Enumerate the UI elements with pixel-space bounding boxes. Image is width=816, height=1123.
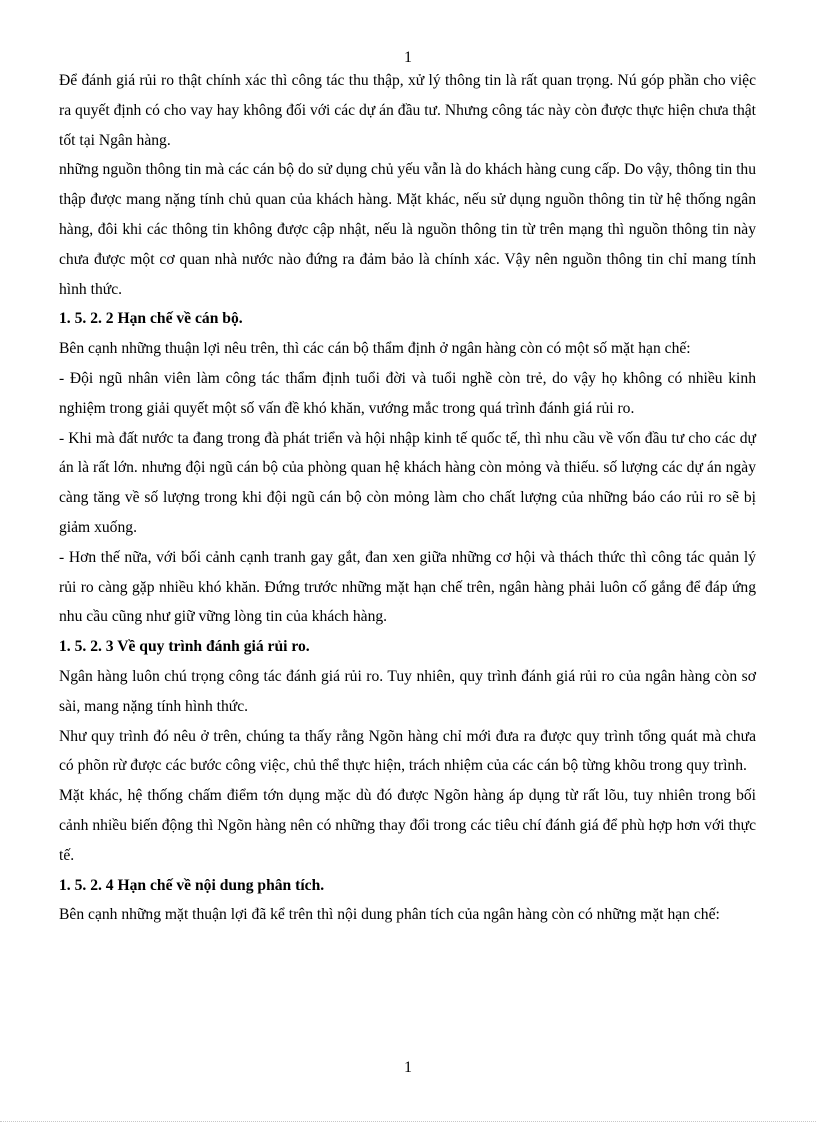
page-number-bottom: 1 bbox=[404, 1059, 412, 1076]
paragraph-information-collection: Để đánh giá rủi ro thật chính xác thì công tác thu thập, xử lý thông tin là rất quan trọng. Nú góp phần cho việc ra quyết định có cho vay hay không đối với các dự án đầu tư. Nhưng công tác này còn được thực hiện chưa thật tốt tại Ngân hàng. bbox=[59, 72, 756, 149]
bullet-young-staff: - Đội ngũ nhân viên làm công tác thẩm định tuổi đời và tuổi nghề còn trẻ, do vậy họ không có nhiều kinh nghiệm trong giải quyết một số vấn đề khó khăn, vướng mắc trong quá trình đánh giá rủi ro. bbox=[59, 369, 756, 417]
paragraph-process-intro: Ngân hàng luôn chú trọng công tác đánh giá rủi ro. Tuy nhiên, quy trình đánh giá rủi ro của ngân hàng còn sơ sài, mang nặng tính hình thức. bbox=[59, 667, 756, 715]
section-heading-staff-limitations: 1. 5. 2. 2 Hạn chế về cán bộ. bbox=[59, 310, 243, 328]
bullet-competition: - Hơn thế nữa, với bối cảnh cạnh tranh gay gắt, đan xen giữa những cơ hội và thách thức thì công tác quản lý rủi ro càng gặp nhiều khó khăn. Đứng trước những mặt hạn chế trên, ngân hàng phải luôn cố gắng để đáp ứng nhu cầu cũng như giữ vững lòng tin của khách hàng. bbox=[59, 548, 756, 626]
bullet-capital-demand: - Khi mà đất nước ta đang trong đà phát triển và hội nhập kinh tế quốc tế, thì nhu cầu về vốn đầu tư cho các dự án là rất lớn. nhưng đội ngũ cán bộ của phòng quan hệ khách hàng còn mỏng và thiếu. số lượng các dự án ngày càng tăng về số lượng trong khi đội ngũ cán bộ còn mỏng làm cho chất lượng của những báo cáo rủi ro sẽ bị giảm xuống. bbox=[59, 429, 756, 536]
page-number-top: 1 bbox=[404, 49, 412, 66]
page-bottom-divider bbox=[0, 1121, 816, 1122]
section-heading-risk-process: 1. 5. 2. 3 Về quy trình đánh giá rủi ro. bbox=[59, 638, 310, 656]
document-body bbox=[59, 66, 756, 930]
section-heading-analysis-content: 1. 5. 2. 4 Hạn chế về nội dung phân tích. bbox=[59, 876, 325, 894]
paragraph-process-general: Như quy trình đó nêu ở trên, chúng ta thấy rằng Ngõn hàng chỉ mới đưa ra được quy trình tổng quát mà chưa có phõn rừ được các bước công việc, chủ thể thực hiện, trách nhiệm của các cán bộ từng khõu trong quy trình. bbox=[59, 727, 756, 775]
paragraph-analysis-intro: Bên cạnh những mặt thuận lợi đã kể trên thì nội dung phân tích của ngân hàng còn có những mặt hạn chế: bbox=[59, 906, 720, 924]
paragraph-information-sources: những nguồn thông tin mà các cán bộ do sử dụng chủ yếu vẫn là do khách hàng cung cấp. Do vậy, thông tin thu thập được mang nặng tính chủ quan của khách hàng. Mặt khác, nếu sử dụng nguồn thông tin từ hệ thống ngân hàng, đôi khi các thông tin không được cập nhật, nếu là nguồn thông tin từ trên mạng thì nguồn thông tin này chưa được một cơ quan nhà nước nào đứng ra đảm bảo là chính xác. Vậy nên nguồn thông tin chỉ mang tính hình thức. bbox=[59, 161, 756, 298]
paragraph-staff-intro: Bên cạnh những thuận lợi nêu trên, thì các cán bộ thẩm định ở ngân hàng còn có một số mặt hạn chế: bbox=[59, 340, 691, 358]
paragraph-credit-scoring: Mặt khác, hệ thống chấm điểm tớn dụng mặc dù đó được Ngõn hàng áp dụng từ rất lõu, tuy nhiên trong bối cảnh nhiều biến động thì Ngõn hàng nên có những thay đổi trong các tiêu chí đánh giá để phù hợp hơn với thực tế. bbox=[59, 787, 756, 864]
